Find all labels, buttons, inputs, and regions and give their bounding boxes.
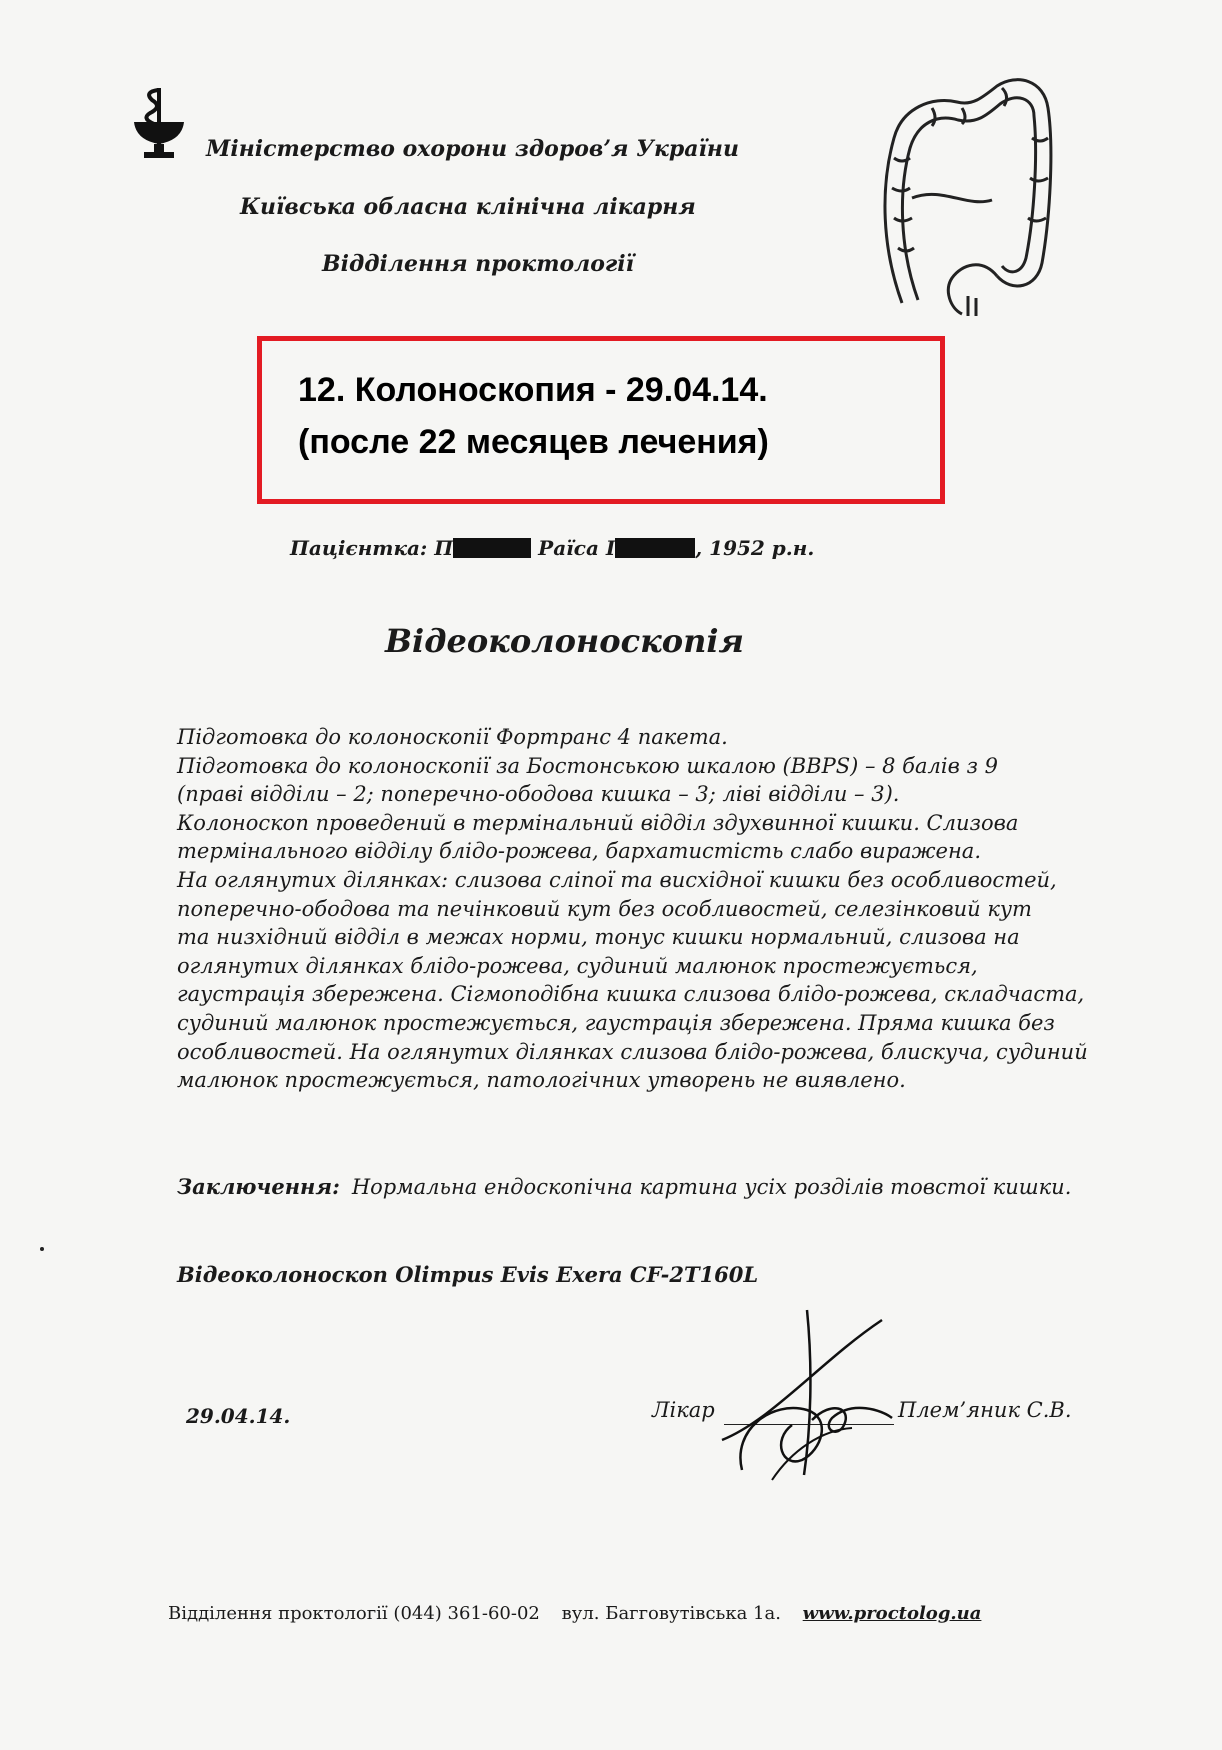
doctor-label: Лікар <box>652 1398 715 1422</box>
conclusion-label: Заключення: <box>177 1174 340 1199</box>
footer <box>168 1603 981 1624</box>
report-line: (праві відділи – 2; поперечно-ободова кишка – 3; ліві відділи – 3). <box>177 782 900 807</box>
report-line: Підготовка до колоноскопії за Бостонською шкалою (BBPS) – 8 балів з 9 <box>177 753 998 778</box>
conclusion <box>177 1174 1071 1199</box>
annotation-line-1: 12. Колоноскопия - 29.04.14. <box>298 371 768 409</box>
signature-icon <box>712 1300 942 1490</box>
ministry-name: Міністерство охорони здоров’я України <box>206 136 739 162</box>
report-line: судиний малюнок простежується, гаустрація збережена. Пряма кишка без <box>177 1010 1055 1035</box>
report-date: 29.04.14. <box>186 1404 291 1428</box>
report-body <box>177 723 1137 1095</box>
patient-line <box>290 536 814 560</box>
colon-illustration-icon <box>872 68 1062 318</box>
report-line: Колоноскоп проведений в термінальний відділ здухвинної кишки. Слизова <box>177 810 1019 835</box>
patient-name-start: П <box>434 536 454 560</box>
conclusion-text: Нормальна ендоскопічна картина усіх розділів товстої кишки. <box>351 1175 1072 1199</box>
department-name: Відділення проктології <box>322 251 635 277</box>
bowl-of-hygieia-icon <box>128 86 190 164</box>
report-line: Підготовка до колоноскопії Фортранс 4 пакета. <box>177 725 728 749</box>
patient-label: Пацієнтка: <box>290 536 428 560</box>
patient-birth-year: , 1952 р.н. <box>695 536 815 560</box>
report-line: поперечно-ободова та печінковий кут без особливостей, селезінковий кут <box>177 896 1032 921</box>
report-line: гаустрація збережена. Сігмоподібна кишка слизова блідо-рожева, складчаста, <box>177 982 1085 1007</box>
annotation-box <box>257 336 945 504</box>
patient-name-middle: Раїса І <box>538 536 616 560</box>
footer-website-link[interactable]: www.proctolog.ua <box>802 1603 982 1624</box>
report-line: оглянутих ділянках блідо-рожева, судиний малюнок простежується, <box>177 953 978 978</box>
annotation-line-2: (после 22 месяцев лечения) <box>298 423 769 461</box>
report-line: На оглянутих ділянках: слизова сліпої та висхідної кишки без особливостей, <box>177 867 1057 892</box>
scan-speck <box>40 1247 44 1251</box>
report-line: малюнок простежується, патологічних утворень не виявлено. <box>177 1068 906 1093</box>
report-line: та низхідний відділ в межах норми, тонус кишки нормальний, слизова на <box>177 925 1020 950</box>
footer-address: вул. Багговутівська 1а. <box>561 1603 781 1624</box>
footer-department: Відділення проктології <box>168 1603 388 1624</box>
doctor-name: Плем’яник С.В. <box>898 1398 1072 1422</box>
document-title: Відеоколоноскопія <box>385 622 744 660</box>
redaction-bar <box>615 538 695 558</box>
report-line: особливостей. На оглянутих ділянках слизова блідо-рожева, блискуча, судиний <box>177 1039 1088 1064</box>
redaction-bar <box>453 538 531 558</box>
device-name: Відеоколоноскоп Olimpus Evis Exera CF-2T160L <box>177 1262 759 1287</box>
hospital-name: Київська обласна клінічна лікарня <box>240 194 696 220</box>
footer-phone: (044) 361-60-02 <box>393 1603 540 1624</box>
report-line: термінального відділу блідо-рожева, бархатистість слабо виражена. <box>177 839 981 864</box>
